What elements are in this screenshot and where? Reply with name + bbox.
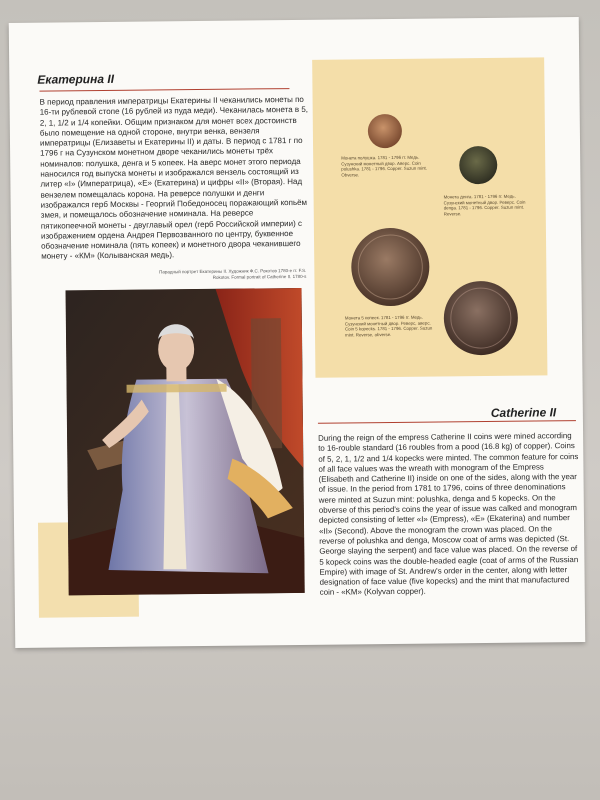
russian-body-text: В период правления императрицы Екатерины II чеканились монеты по 16-ти рублевой стопе (16 рублей из пуда меди). Чеканилась монета в 5, 2, 1, 1/2 и 1/4 копейки. Общим признаком для монет всех достоинств было помещение на одной стороне, внутри венка, вензеля императрицы (Елизаветы и Екатерины II) и даты. В период с 1781 г по 1796 г на Сузунском монетном дворе чеканились монеты трёх номиналов: полушка, денга и 5 копеек. На аверс монет этого периода наносился год выпуска монеты и изображался вензель состоящий из литер «I» (Императрица), «Е» (Екатерина) и цифры «II» (Вторая). Над вензелем помещалась корона. На реверсе полушки и денги изображался герб Москвы - Георгий Победоносец поражающий копьём змея, и помещалось обозначение номинала. На реверсе пятикопеечной монеты - двуглавый орел (герб Российской империи) с изображением ордена Андрея Первозванного по центру, буквенное обозначение номинала (пять копеек) и монетного двора чеканившего монету - «КМ» (Колыванская медь). <box>39 94 309 262</box>
english-title: Catherine II <box>490 405 557 420</box>
coin-display-box <box>312 57 547 377</box>
exhibit-panel <box>9 17 586 648</box>
coin-5-kopecks-monogram <box>351 228 430 307</box>
english-body-text: During the reign of the empress Catherine II coins were mined according to 16-rouble standard (16 roubles from a pood (16.8 kg) of copper). Coins of 5, 2, 1, 1/2 and 1/4 kopecks were minted. The common feature for coins of all face values was the wreath with monogram of the Empress (Elisabeth and Catherine II) inside on one of the sides, along with the year of issue. In the period from 1781 to 1796, coins of three denominations were minted at Suzun mint: polushka, denga and 5 kopecks. On the obverse of this period's coins the year of issue was calked and monogram depicted consisting of letter «I» (Empress), «E» (Ekaterina) and number «II» (Second). Above the monogram the crown was placed. On the reverse of polushka and denga, Moscow coat of arms was depicted (St. George slaying the serpent) and face value was placed. On the reverse of 5 kopeck coins was the double-headed eagle (coat of arms of the Russian Empire) with image of St. Andrew's order in the center, along with letter designation of face value (five kopecks) and the mint that manufactured coin - «KM» (Kolyvan copper). <box>318 431 579 598</box>
portrait-painting <box>66 288 305 595</box>
russian-title: Екатерина II <box>37 71 115 87</box>
coin-5-kopecks-eagle <box>443 281 518 356</box>
coin-caption-polushka: Монета полушка. 1781 - 1796 гг. Медь. Сузунский монетный двор. Аверс. Coin polushka. 1781 - 1796. Copper. Suzun mint. Obverse. <box>341 154 428 178</box>
coin-polushka-obverse <box>368 114 402 148</box>
portrait-of-catherine-ii <box>66 288 305 595</box>
coin-caption-denga: Монета денга. 1781 - 1796 гг. Медь. Сузунский монетный двор. Реверс. Coin denga. 1781 - 1796. Copper. Suzun mint. Reverse. <box>443 193 526 217</box>
english-title-rule <box>318 420 576 424</box>
portrait-caption: Парадный портрет Екатерины II. Художник Ф.С. Рокотов 1780-е гг. F.S. Rokotov. Formal portrait of Catherine II. 1780-s <box>159 267 307 280</box>
coin-denga-reverse <box>459 146 497 184</box>
coin-caption-5-kopecks: Монета 5 копеек. 1781 - 1796 гг. Медь. Сузунский монетный двор. Реверс, аверс. Coin 5 kopecks. 1781 - 1796. Copper. Suzun mint. Reverse, obverse. <box>344 314 433 338</box>
russian-title-rule <box>39 88 289 92</box>
